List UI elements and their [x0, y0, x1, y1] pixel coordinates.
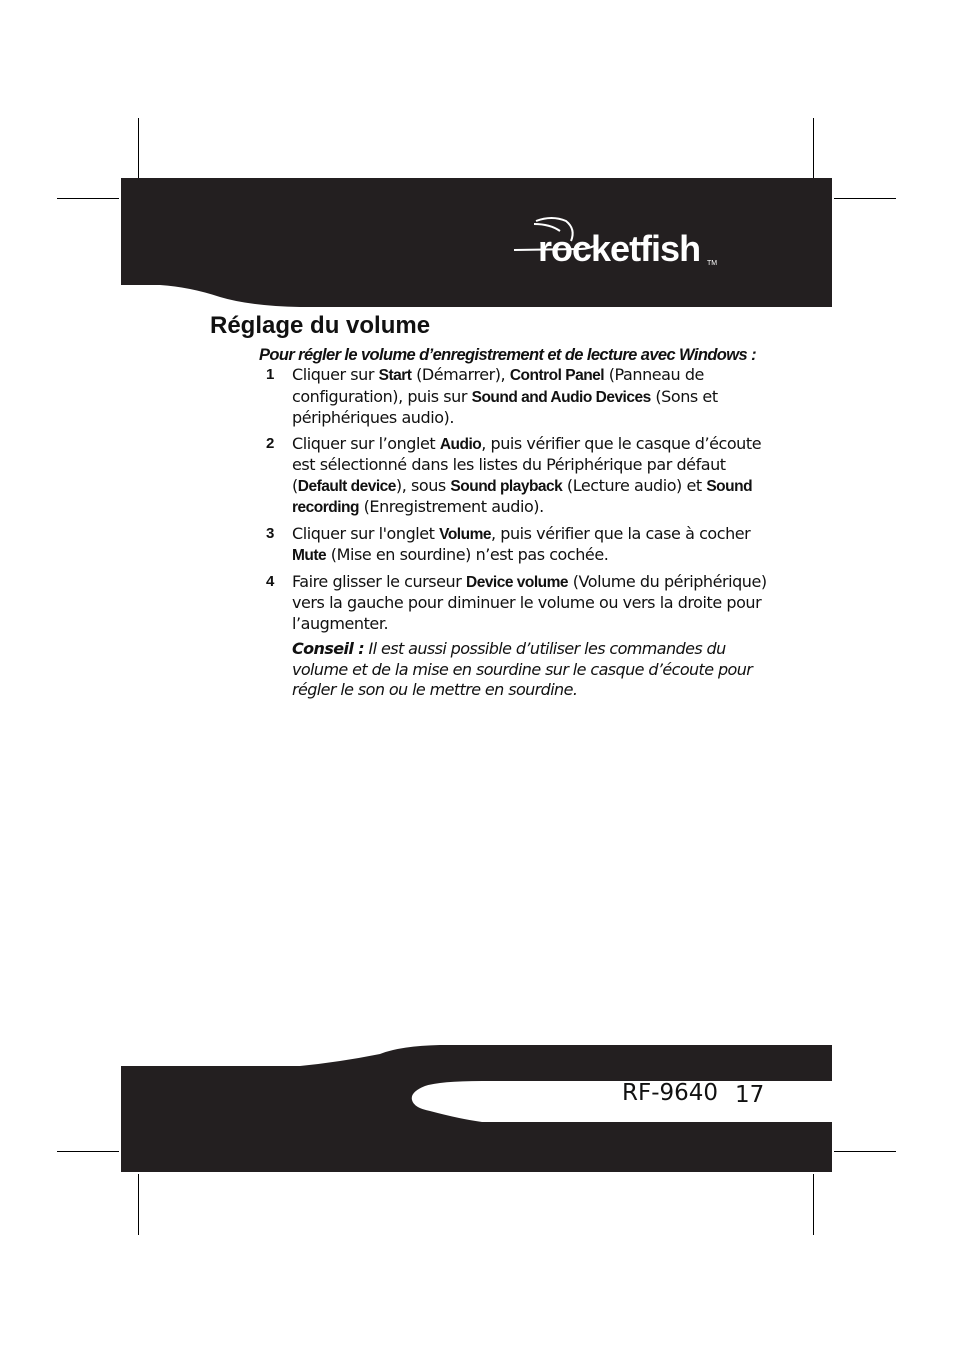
default-device-label: Default device	[297, 477, 396, 495]
sound-playback-label: Sound playback	[450, 477, 563, 495]
step-text: Cliquer sur l’onglet Audio, puis vérifier que le casque d’écoute est sélectionné dans les listes du Périphérique par défaut (Default device), sous Sound playback (Lecture audio) et Sound recording (Enregistrement audio).	[292, 433, 762, 516]
start-label: Start	[378, 367, 412, 384]
tip-label: Conseil :	[292, 639, 365, 658]
step-number: 1	[266, 366, 275, 383]
steps-list	[262, 365, 782, 701]
header-band	[0, 0, 954, 320]
crop-mark	[813, 1174, 814, 1235]
step-text: Cliquer sur l'onglet Volume, puis vérifier que la case à cocher Mute (Mise en sourdine) n’est pas cochée.	[292, 523, 751, 564]
step-number: 3	[266, 524, 275, 542]
footer-band	[0, 1040, 954, 1180]
step-1	[262, 365, 782, 429]
crop-mark	[138, 1174, 139, 1235]
step-4	[262, 572, 782, 635]
step-number: 2	[266, 434, 275, 452]
brand-logo: rocketfish	[538, 228, 701, 269]
section-title: Réglage du volume	[210, 312, 431, 339]
control-panel-label: Control Panel	[509, 367, 605, 384]
mute-label: Mute	[292, 547, 327, 564]
sound-audio-devices-label: Sound and Audio Devices	[471, 388, 651, 406]
page-number: 17	[735, 1082, 765, 1108]
section-intro: Pour régler le volume d’enregistrement et de lecture avec Windows :	[259, 346, 756, 364]
trademark-mark: TM	[707, 260, 718, 267]
sound-recording-label: Sound recording	[292, 477, 753, 516]
device-volume-label: Device volume	[466, 573, 569, 591]
model-number: RF-9640	[622, 1080, 719, 1106]
step-number: 4	[266, 572, 275, 590]
step-text: Faire glisser le curseur Device volume (Volume du périphérique) vers la gauche pour diminuer le volume ou vers la droite pour l’augmenter.	[292, 571, 767, 633]
step-2	[262, 434, 782, 519]
step-text: Cliquer sur Start (Démarrer), Control Panel (Panneau de configuration), puis sur Sound and Audio Devices (Sons et périphériques audio).	[292, 365, 718, 427]
step-3	[262, 524, 782, 567]
tip-note	[262, 639, 782, 701]
tip-text: Il est aussi possible d’utiliser les commandes du volume et de la mise en sourdine sur le casque d’écoute pour régler le son ou le mettre en sourdine.	[292, 639, 753, 699]
audio-tab-label: Audio	[439, 435, 482, 453]
volume-tab-label: Volume	[439, 525, 491, 543]
